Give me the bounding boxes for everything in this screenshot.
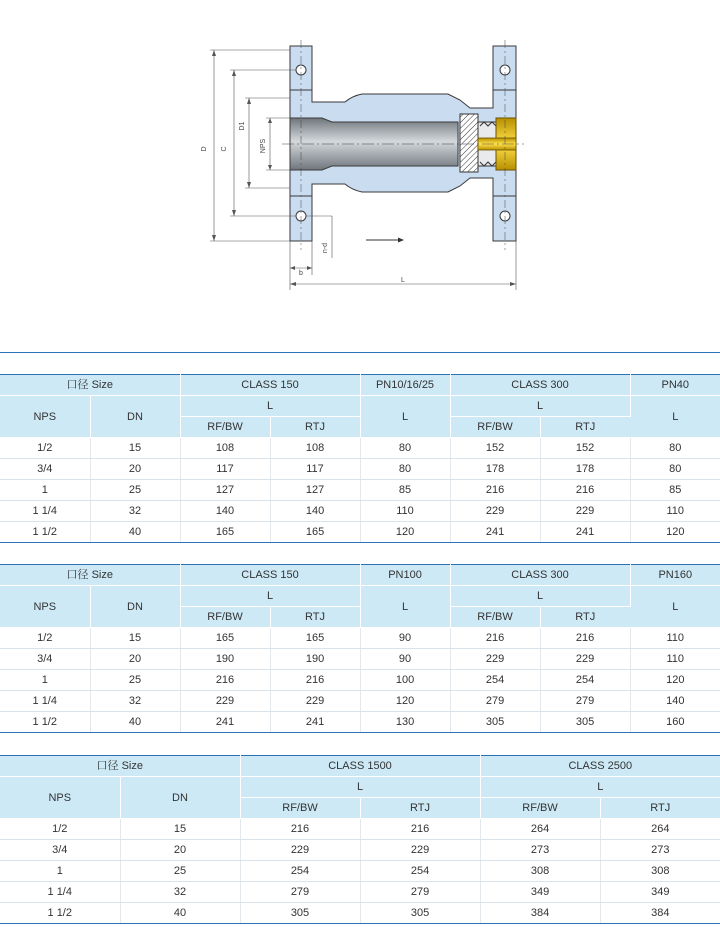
table-cell: 273 [480, 840, 600, 861]
table-cell: 120 [360, 691, 450, 712]
dimension-table-2 [0, 564, 720, 733]
table-cell: 32 [90, 501, 180, 522]
table-cell: 20 [90, 459, 180, 480]
table-cell: 264 [480, 819, 600, 840]
table-cell: 40 [120, 903, 240, 924]
table-cell: 241 [450, 522, 540, 543]
table-cell: 349 [480, 882, 600, 903]
size-header: 口径 Size [0, 375, 180, 396]
table-cell: 90 [360, 649, 450, 670]
group-header: CLASS 300 [450, 375, 630, 396]
group-header: PN160 [630, 565, 720, 586]
table-cell: 127 [270, 480, 360, 501]
table-cell: 117 [180, 459, 270, 480]
table-cell: 254 [540, 670, 630, 691]
table-cell: 110 [360, 501, 450, 522]
table-cell: 229 [450, 501, 540, 522]
table-cell: 1/2 [0, 438, 90, 459]
table-cell: 110 [630, 501, 720, 522]
table-cell: 229 [180, 691, 270, 712]
dn-header: DN [120, 777, 240, 819]
table-cell: 1 [0, 670, 90, 691]
table-cell: 279 [450, 691, 540, 712]
group-header: CLASS 150 [180, 375, 360, 396]
rtj-header: RTJ [270, 607, 360, 628]
table-cell: 241 [540, 522, 630, 543]
dim-label-d: D [201, 146, 208, 152]
table-cell: 120 [360, 522, 450, 543]
nps-header: NPS [0, 777, 120, 819]
table-cell: 216 [270, 670, 360, 691]
table-cell: 160 [630, 712, 720, 733]
l-header: L [480, 777, 720, 798]
rfbw-header: RF/BW [240, 798, 360, 819]
table-cell: 40 [90, 712, 180, 733]
table-cell: 216 [540, 628, 630, 649]
table-cell: 3/4 [0, 840, 120, 861]
dimension-table-3 [0, 755, 720, 924]
group-header: CLASS 1500 [240, 756, 480, 777]
table-cell: 110 [630, 628, 720, 649]
table-cell: 3/4 [0, 649, 90, 670]
table-cell: 25 [120, 861, 240, 882]
rfbw-header: RF/BW [450, 417, 540, 438]
table-cell: 85 [630, 480, 720, 501]
table-cell: 305 [360, 903, 480, 924]
l-header: L [630, 396, 720, 438]
dim-label-c: C [221, 146, 228, 152]
dim-label-n-d: n-d [322, 242, 329, 254]
table-row [0, 480, 720, 501]
rfbw-header: RF/BW [480, 798, 600, 819]
valve-cross-section-drawing [0, 0, 720, 340]
table-row [0, 670, 720, 691]
table-row [0, 522, 720, 543]
table-row [0, 903, 720, 924]
table-row [0, 861, 720, 882]
table-cell: 108 [270, 438, 360, 459]
l-header: L [630, 586, 720, 628]
group-header: CLASS 150 [180, 565, 360, 586]
dim-label-l: L [401, 277, 405, 284]
table-cell: 1 1/2 [0, 903, 120, 924]
table-cell: 25 [90, 670, 180, 691]
table-cell: 15 [90, 438, 180, 459]
table-cell: 254 [360, 861, 480, 882]
l-header: L [180, 586, 360, 607]
table-cell: 80 [630, 438, 720, 459]
table-cell: 1/2 [0, 628, 90, 649]
table-cell: 127 [180, 480, 270, 501]
seat-hatch [460, 114, 478, 172]
table-cell: 1 [0, 480, 90, 501]
table-cell: 349 [600, 882, 720, 903]
dimension-table-1 [0, 374, 720, 543]
table-cell: 1 [0, 861, 120, 882]
dn-header: DN [90, 586, 180, 628]
table-cell: 80 [360, 459, 450, 480]
table-row [0, 882, 720, 903]
table-cell: 32 [120, 882, 240, 903]
table-cell: 140 [270, 501, 360, 522]
table-cell: 305 [240, 903, 360, 924]
table-cell: 279 [240, 882, 360, 903]
table-row [0, 459, 720, 480]
table-cell: 178 [540, 459, 630, 480]
table-cell: 80 [630, 459, 720, 480]
table-cell: 40 [90, 522, 180, 543]
table-row [0, 840, 720, 861]
table-cell: 32 [90, 691, 180, 712]
rtj-header: RTJ [540, 417, 630, 438]
table-cell: 90 [360, 628, 450, 649]
table-cell: 216 [360, 819, 480, 840]
table-row [0, 628, 720, 649]
table-cell: 384 [480, 903, 600, 924]
table-row [0, 501, 720, 522]
table-row [0, 712, 720, 733]
table-cell: 308 [480, 861, 600, 882]
table-cell: 152 [450, 438, 540, 459]
table-cell: 120 [630, 522, 720, 543]
size-header: 口径 Size [0, 565, 180, 586]
table-cell: 305 [450, 712, 540, 733]
table-cell: 165 [270, 628, 360, 649]
dim-label-b: b [299, 270, 303, 277]
nps-header: NPS [0, 586, 90, 628]
rtj-header: RTJ [540, 607, 630, 628]
l-header: L [240, 777, 480, 798]
table-cell: 20 [120, 840, 240, 861]
l-header: L [180, 396, 360, 417]
rtj-header: RTJ [360, 798, 480, 819]
table-cell: 178 [450, 459, 540, 480]
table-cell: 264 [600, 819, 720, 840]
table-cell: 1 1/4 [0, 691, 90, 712]
table-cell: 1/2 [0, 819, 120, 840]
table-cell: 241 [180, 712, 270, 733]
table-body [0, 819, 720, 924]
group-header: PN100 [360, 565, 450, 586]
table-cell: 1 1/4 [0, 501, 90, 522]
table-cell: 190 [180, 649, 270, 670]
table-cell: 108 [180, 438, 270, 459]
table-cell: 25 [90, 480, 180, 501]
table-cell: 140 [180, 501, 270, 522]
table-cell: 80 [360, 438, 450, 459]
table-cell: 305 [540, 712, 630, 733]
size-header: 口径 Size [0, 756, 240, 777]
table-cell: 3/4 [0, 459, 90, 480]
table-cell: 279 [540, 691, 630, 712]
table-cell: 15 [120, 819, 240, 840]
table-cell: 308 [600, 861, 720, 882]
rfbw-header: RF/BW [180, 417, 270, 438]
rtj-header: RTJ [270, 417, 360, 438]
table-row [0, 691, 720, 712]
table-cell: 85 [360, 480, 450, 501]
table-body [0, 628, 720, 733]
table-cell: 140 [630, 691, 720, 712]
group-header: CLASS 2500 [480, 756, 720, 777]
dim-label-d1: D1 [239, 121, 246, 131]
rfbw-header: RF/BW [450, 607, 540, 628]
table-cell: 216 [180, 670, 270, 691]
table-cell: 165 [270, 522, 360, 543]
table-cell: 120 [630, 670, 720, 691]
l-header: L [360, 586, 450, 628]
table-cell: 165 [180, 628, 270, 649]
table-cell: 229 [240, 840, 360, 861]
table-cell: 1 1/4 [0, 882, 120, 903]
dn-header: DN [90, 396, 180, 438]
table-cell: 216 [450, 480, 540, 501]
table-row [0, 819, 720, 840]
table-row [0, 649, 720, 670]
table-cell: 130 [360, 712, 450, 733]
table-cell: 117 [270, 459, 360, 480]
table-cell: 229 [450, 649, 540, 670]
table-cell: 273 [600, 840, 720, 861]
l-header: L [360, 396, 450, 438]
l-header: L [450, 396, 630, 417]
table-cell: 384 [600, 903, 720, 924]
table-cell: 229 [540, 649, 630, 670]
table-body [0, 438, 720, 543]
table-cell: 229 [360, 840, 480, 861]
nps-header: NPS [0, 396, 90, 438]
table-row [0, 438, 720, 459]
table-cell: 216 [240, 819, 360, 840]
table-cell: 279 [360, 882, 480, 903]
table-cell: 1 1/2 [0, 522, 90, 543]
table-cell: 229 [270, 691, 360, 712]
dim-label-nps: NPS [260, 138, 267, 154]
group-header: PN10/16/25 [360, 375, 450, 396]
section-divider [0, 352, 720, 353]
table-cell: 100 [360, 670, 450, 691]
table-cell: 190 [270, 649, 360, 670]
table-cell: 20 [90, 649, 180, 670]
table-cell: 152 [540, 438, 630, 459]
table-cell: 216 [450, 628, 540, 649]
table-cell: 216 [540, 480, 630, 501]
table-cell: 15 [90, 628, 180, 649]
rfbw-header: RF/BW [180, 607, 270, 628]
table-cell: 229 [540, 501, 630, 522]
group-header: PN40 [630, 375, 720, 396]
table-cell: 241 [270, 712, 360, 733]
table-cell: 165 [180, 522, 270, 543]
table-cell: 254 [240, 861, 360, 882]
table-cell: 110 [630, 649, 720, 670]
l-header: L [450, 586, 630, 607]
rtj-header: RTJ [600, 798, 720, 819]
group-header: CLASS 300 [450, 565, 630, 586]
table-cell: 1 1/2 [0, 712, 90, 733]
table-cell: 254 [450, 670, 540, 691]
